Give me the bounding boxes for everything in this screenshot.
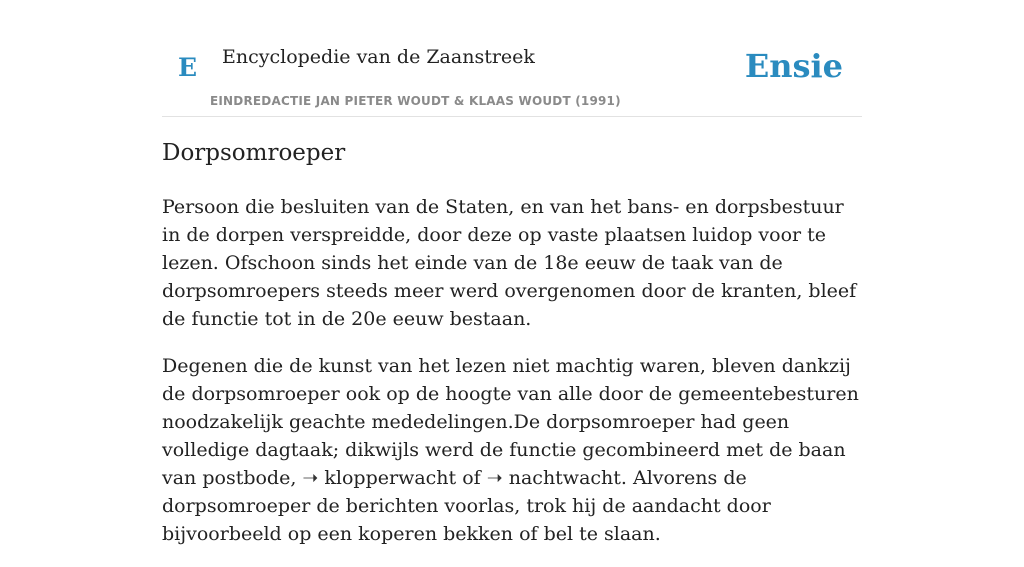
- page-container: [162, 0, 862, 545]
- header: [162, 0, 862, 117]
- book-title[interactable]: Encyclopedie van de Zaanstreek: [222, 46, 535, 68]
- entry-title: Dorpsomroeper: [162, 140, 346, 166]
- book-logo[interactable]: E: [178, 53, 198, 82]
- between-links: of: [462, 467, 481, 489]
- arrow-icon: ➝: [302, 467, 319, 489]
- paragraph-2: [162, 352, 862, 548]
- arrow-icon: ➝: [486, 467, 503, 489]
- link-nachtwacht[interactable]: nachtwacht: [508, 467, 621, 489]
- ensie-logo[interactable]: Ensie: [744, 47, 843, 85]
- entry-body: [162, 193, 862, 567]
- paragraph-1: Persoon die besluiten van de Staten, en van het bans- en dorpsbestuur in de dorpen verspreidde, door deze op vaste plaatsen luidop voor te lezen. Ofschoon sinds het einde van de 18e eeuw de taak van de dorpsomroepers steeds meer werd overgenomen door de kranten, bleef de functie tot in de 20e eeuw bestaan.: [162, 196, 857, 330]
- paragraph-2-end: . Alvorens de dorpsomroeper de berichten voorlas, trok hij de aandacht door bijvoorbeeld op een koperen bekken of bel te slaan.: [162, 467, 771, 545]
- link-klopperwacht[interactable]: klopperwacht: [324, 467, 457, 489]
- editors-line: EINDREDACTIE JAN PIETER WOUDT & KLAAS WOUDT (1991): [210, 94, 621, 108]
- paragraph-2-start: Degenen die de kunst van het lezen niet machtig waren, bleven dankzij de dorpsomroeper ook op de hoogte van alle door de gemeentebesturen noodzakelijk geachte mededelingen.De dorpsomroeper had geen volledige dagtaak; dikwijls werd de functie gecombineerd met de baan van postbode,: [162, 355, 859, 489]
